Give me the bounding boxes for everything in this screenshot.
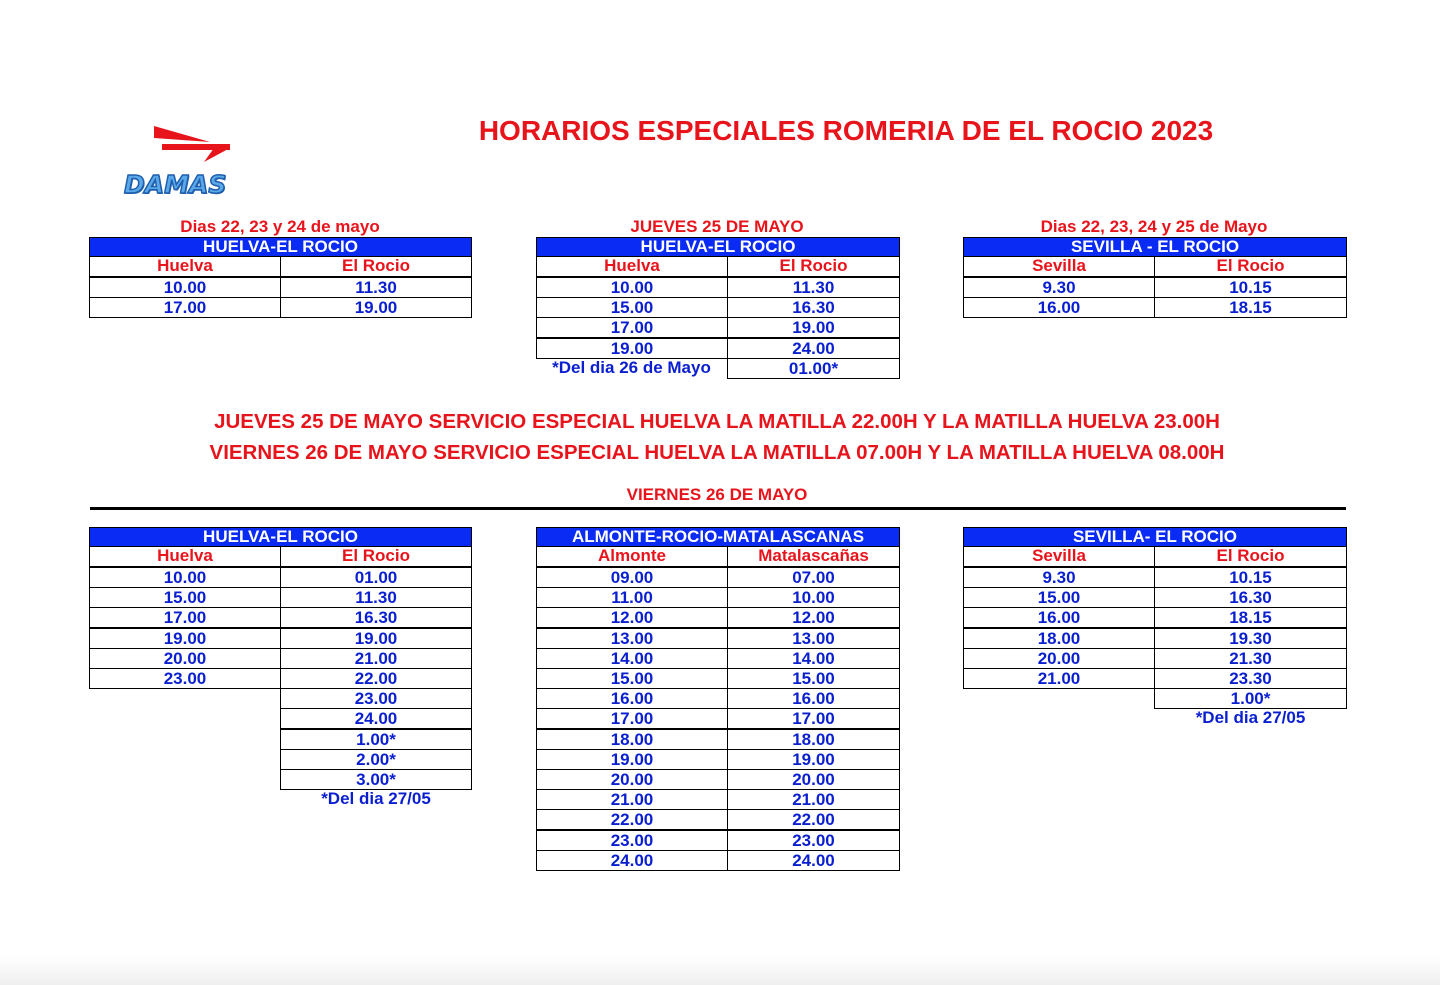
table-cell: 17.00	[727, 708, 900, 729]
table-cell: 01.00*	[727, 358, 900, 379]
table-cell: 15.00	[536, 668, 728, 689]
table-cell: 23.30	[1154, 668, 1347, 689]
divider	[90, 507, 1346, 510]
table-cell: 21.00	[536, 789, 728, 810]
table-cell: 11.30	[727, 277, 900, 298]
caption-days-22-24: Dias 22, 23 y 24 de mayo	[180, 217, 380, 236]
table-cell: 23.00	[89, 668, 281, 689]
table-cell: 24.00	[280, 708, 472, 729]
table-cell: 14.00	[536, 648, 728, 669]
table-cell: 2.00*	[280, 749, 472, 770]
table-cell: 10.15	[1154, 567, 1347, 588]
table-cell: 16.00	[963, 607, 1155, 628]
table-cell: 1.00*	[280, 729, 472, 750]
table-cell: 01.00	[280, 567, 472, 588]
column-header: Huelva	[536, 257, 728, 277]
table-cell: 20.00	[963, 648, 1155, 669]
table-cell: 17.00	[536, 317, 728, 338]
table-cell: 09.00	[536, 567, 728, 588]
table-cell: 22.00	[536, 809, 728, 830]
column-header: Sevilla	[963, 547, 1155, 567]
table-cell: 24.00	[727, 338, 900, 359]
table-cell: 17.00	[536, 708, 728, 729]
column-header: El Rocio	[280, 547, 472, 567]
footnote: *Del dia 27/05	[1195, 708, 1306, 727]
route-band: ALMONTE-ROCIO-MATALASCANAS	[536, 527, 900, 547]
table-cell: 21.00	[280, 648, 472, 669]
table-cell: 24.00	[727, 850, 900, 871]
table-cell: 16.30	[1154, 587, 1347, 608]
table-cell: 11.00	[536, 587, 728, 608]
column-header: Almonte	[536, 547, 728, 567]
route-band: HUELVA-EL ROCIO	[536, 237, 900, 257]
table-cell: 20.00	[536, 769, 728, 790]
column-header: El Rocio	[727, 257, 900, 277]
notice-viernes: VIERNES 26 DE MAYO SERVICIO ESPECIAL HUELVA LA MATILLA 07.00H Y LA MATILLA HUELVA 08.00H	[209, 441, 1225, 464]
table-cell: 13.00	[536, 628, 728, 649]
route-band: HUELVA-EL ROCIO	[89, 527, 472, 547]
notice-jueves: JUEVES 25 DE MAYO SERVICIO ESPECIAL HUELVA LA MATILLA 22.00H Y LA MATILLA HUELVA 23.00H	[214, 410, 1220, 433]
table-cell: 18.15	[1154, 607, 1347, 628]
table-cell: 19.00	[280, 297, 472, 318]
table-cell: 15.00	[963, 587, 1155, 608]
caption-jueves-25: JUEVES 25 DE MAYO	[630, 217, 804, 236]
table-cell: 18.00	[727, 729, 900, 750]
table-cell: 10.00	[89, 277, 281, 298]
table-cell: 15.00	[89, 587, 281, 608]
column-header: El Rocio	[1154, 547, 1347, 567]
table-cell: 10.15	[1154, 277, 1347, 298]
caption-days-22-25: Dias 22, 23, 24 y 25 de Mayo	[1040, 217, 1268, 236]
table-cell: 11.30	[280, 587, 472, 608]
table-cell: 20.00	[727, 769, 900, 790]
table-cell: 22.00	[280, 668, 472, 689]
table-cell: 17.00	[89, 607, 281, 628]
table-cell: 19.00	[727, 749, 900, 770]
column-header: Matalascañas	[727, 547, 900, 567]
table-cell: 9.30	[963, 277, 1155, 298]
route-band: SEVILLA - EL ROCIO	[963, 237, 1347, 257]
table-cell: 07.00	[727, 567, 900, 588]
column-header: Huelva	[89, 547, 281, 567]
table-cell: 22.00	[727, 809, 900, 830]
column-header: Huelva	[89, 257, 281, 277]
table-cell: 18.15	[1154, 297, 1347, 318]
damas-logo	[118, 118, 278, 200]
arrow-logo-icon	[118, 118, 278, 170]
table-cell: 21.00	[963, 668, 1155, 689]
table-cell: 9.30	[963, 567, 1155, 588]
table-cell: 16.00	[727, 688, 900, 709]
table-cell: 16.00	[963, 297, 1155, 318]
table-cell: 13.00	[727, 628, 900, 649]
table-cell: 19.00	[280, 628, 472, 649]
page-title: HORARIOS ESPECIALES ROMERIA DE EL ROCIO 2023	[478, 115, 1214, 146]
table-cell: 14.00	[727, 648, 900, 669]
page-bottom-shadow	[0, 955, 1440, 985]
table-cell: 15.00	[727, 668, 900, 689]
column-header: El Rocio	[280, 257, 472, 277]
table-cell: 19.00	[727, 317, 900, 338]
table-cell: 1.00*	[1154, 688, 1347, 709]
table-cell: 23.00	[280, 688, 472, 709]
table-cell: 18.00	[963, 628, 1155, 649]
table-cell: 3.00*	[280, 769, 472, 790]
column-header: Sevilla	[963, 257, 1155, 277]
table-cell: 17.00	[89, 297, 281, 318]
table-cell: 21.00	[727, 789, 900, 810]
table-cell: 19.00	[536, 338, 728, 359]
table-cell: 20.00	[89, 648, 281, 669]
route-band: SEVILLA- EL ROCIO	[963, 527, 1347, 547]
table-cell: 19.30	[1154, 628, 1347, 649]
table-cell: 12.00	[727, 607, 900, 628]
table-cell: 23.00	[727, 830, 900, 851]
footnote: *Del dia 26 de Mayo	[552, 358, 711, 377]
table-cell: 10.00	[536, 277, 728, 298]
table-cell: 10.00	[89, 567, 281, 588]
table-cell: 18.00	[536, 729, 728, 750]
table-cell: 16.30	[727, 297, 900, 318]
footnote: *Del dia 27/05	[321, 789, 431, 808]
table-cell: 15.00	[536, 297, 728, 318]
table-cell: 23.00	[536, 830, 728, 851]
table-cell: 21.30	[1154, 648, 1347, 669]
logo-wordmark: DAMAS	[124, 170, 227, 199]
table-cell: 11.30	[280, 277, 472, 298]
table-cell: 16.00	[536, 688, 728, 709]
table-cell: 19.00	[89, 628, 281, 649]
section-label-viernes-26: VIERNES 26 DE MAYO	[626, 485, 808, 504]
table-cell: 16.30	[280, 607, 472, 628]
column-header: El Rocio	[1154, 257, 1347, 277]
route-band: HUELVA-EL ROCIO	[89, 237, 472, 257]
table-cell: 10.00	[727, 587, 900, 608]
table-cell: 24.00	[536, 850, 728, 871]
table-cell: 12.00	[536, 607, 728, 628]
table-cell: 19.00	[536, 749, 728, 770]
